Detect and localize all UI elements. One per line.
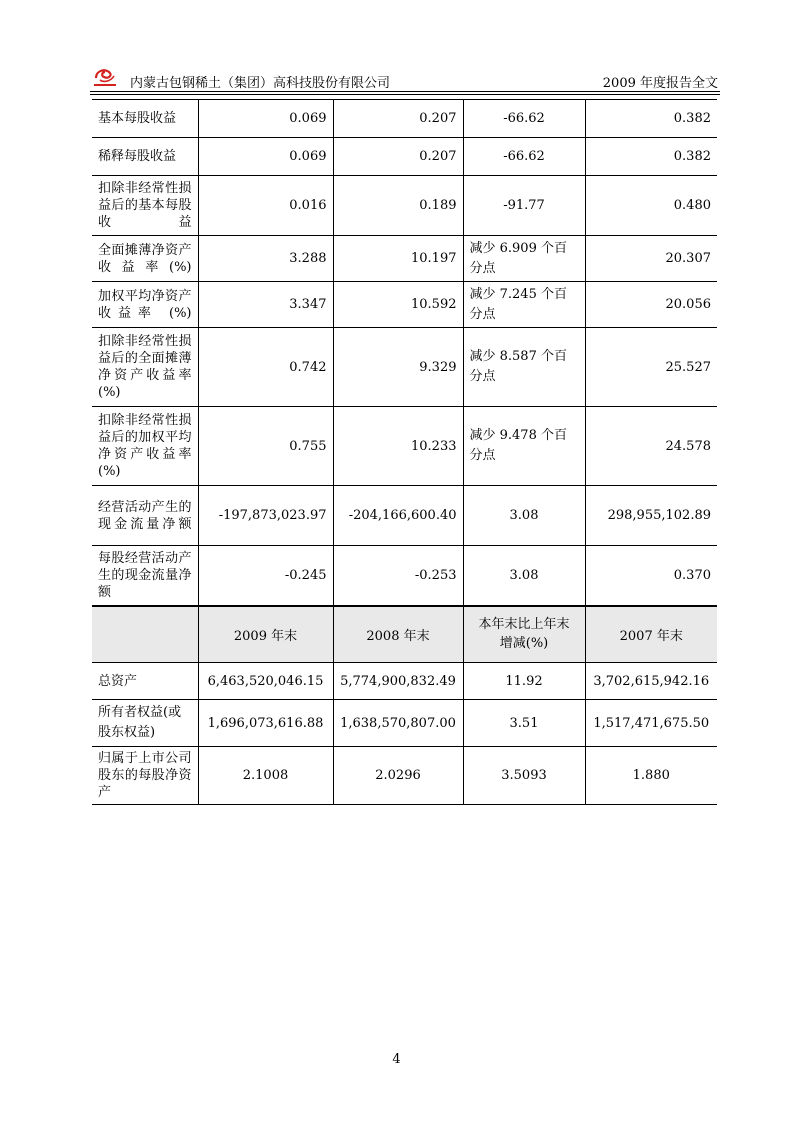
value-2007: 0.370: [585, 546, 717, 606]
company-name: 内蒙古包钢稀土（集团）高科技股份有限公司: [130, 76, 391, 91]
table-row: [92, 282, 717, 328]
value-change: 减少 6.909 个百分点: [463, 236, 585, 282]
value-2007: 0.382: [585, 138, 717, 176]
value-2007: 0.480: [585, 176, 717, 236]
row-label: 扣除非经常性损益后的全面摊薄净资产收益率(%): [92, 328, 198, 407]
table-row: [92, 747, 717, 805]
report-title: 2009 年度报告全文: [602, 76, 718, 91]
table-header-row: [92, 606, 717, 663]
value-change: 减少 8.587 个百分点: [463, 328, 585, 407]
value-2007: 20.307: [585, 236, 717, 282]
value-2009: 0.069: [198, 138, 333, 176]
value-2008: -0.253: [333, 546, 463, 606]
table-row: [92, 236, 717, 282]
header-rule-secondary: [90, 94, 720, 95]
value-2009: -0.245: [198, 546, 333, 606]
table-row: [92, 138, 717, 176]
table-row: [92, 663, 717, 700]
value-2007: 25.527: [585, 328, 717, 407]
row-label: 基本每股收益: [92, 100, 198, 138]
company-logo-icon: [92, 66, 118, 88]
value-2009: 0.016: [198, 176, 333, 236]
value-2008: 2.0296: [333, 747, 463, 805]
value-change: 减少 7.245 个百分点: [463, 282, 585, 328]
row-label: 扣除非经常性损益后的加权平均净资产收益率(%): [92, 407, 198, 486]
value-change: -66.62: [463, 100, 585, 138]
header-change: 本年末比上年末增减(%): [463, 606, 585, 663]
value-2009: 6,463,520,046.15: [198, 663, 333, 700]
value-change: 3.51: [463, 700, 585, 747]
value-2007: 24.578: [585, 407, 717, 486]
row-label: 全面摊薄净资产收益率(%): [92, 236, 198, 282]
value-2008: -204,166,600.40: [333, 486, 463, 546]
table-row: [92, 407, 717, 486]
value-change: -66.62: [463, 138, 585, 176]
value-2009: 3.347: [198, 282, 333, 328]
row-label: 归属于上市公司股东的每股净资产: [92, 747, 198, 805]
value-2009: 0.742: [198, 328, 333, 407]
value-2008: 10.592: [333, 282, 463, 328]
value-2009: 1,696,073,616.88: [198, 700, 333, 747]
row-label: 每股经营活动产生的现金流量净额: [92, 546, 198, 606]
value-2009: 3.288: [198, 236, 333, 282]
table-row: [92, 486, 717, 546]
table-row: [92, 100, 717, 138]
value-2008: 9.329: [333, 328, 463, 407]
row-label: 总资产: [92, 663, 198, 700]
table-row: [92, 546, 717, 606]
value-2007: 0.382: [585, 100, 717, 138]
value-2007: 298,955,102.89: [585, 486, 717, 546]
value-2009: 0.069: [198, 100, 333, 138]
value-2008: 0.207: [333, 138, 463, 176]
value-2007: 20.056: [585, 282, 717, 328]
table-row: [92, 700, 717, 747]
value-2008: 0.189: [333, 176, 463, 236]
value-2008: 10.197: [333, 236, 463, 282]
value-2008: 0.207: [333, 100, 463, 138]
row-label: 加权平均净资产收益率 (%): [92, 282, 198, 328]
value-change: 3.5093: [463, 747, 585, 805]
header-2008: 2008 年末: [333, 606, 463, 663]
value-2009: 0.755: [198, 407, 333, 486]
value-change: -91.77: [463, 176, 585, 236]
row-label: 所有者权益(或股东权益): [92, 700, 198, 747]
value-2008: 10.233: [333, 407, 463, 486]
row-label: 稀释每股收益: [92, 138, 198, 176]
value-2008: 1,638,570,807.00: [333, 700, 463, 747]
value-2009: 2.1008: [198, 747, 333, 805]
value-2007: 1,517,471,675.50: [585, 700, 717, 747]
header-label: [92, 606, 198, 663]
page-number: 4: [392, 1052, 401, 1067]
header-2009: 2009 年末: [198, 606, 333, 663]
financial-indicators-table: [92, 99, 717, 805]
row-label: 经营活动产生的现金流量净额: [92, 486, 198, 546]
table-row: [92, 176, 717, 236]
value-2008: 5,774,900,832.49: [333, 663, 463, 700]
header-2007: 2007 年末: [585, 606, 717, 663]
value-change: 11.92: [463, 663, 585, 700]
value-2007: 3,702,615,942.16: [585, 663, 717, 700]
row-label: 扣除非经常性损益后的基本每股收益: [92, 176, 198, 236]
page-header: [90, 66, 720, 92]
value-change: 3.08: [463, 486, 585, 546]
value-2009: -197,873,023.97: [198, 486, 333, 546]
table-row: [92, 328, 717, 407]
value-change: 减少 9.478 个百分点: [463, 407, 585, 486]
value-change: 3.08: [463, 546, 585, 606]
header-rule: [90, 91, 720, 92]
value-2007: 1.880: [585, 747, 717, 805]
